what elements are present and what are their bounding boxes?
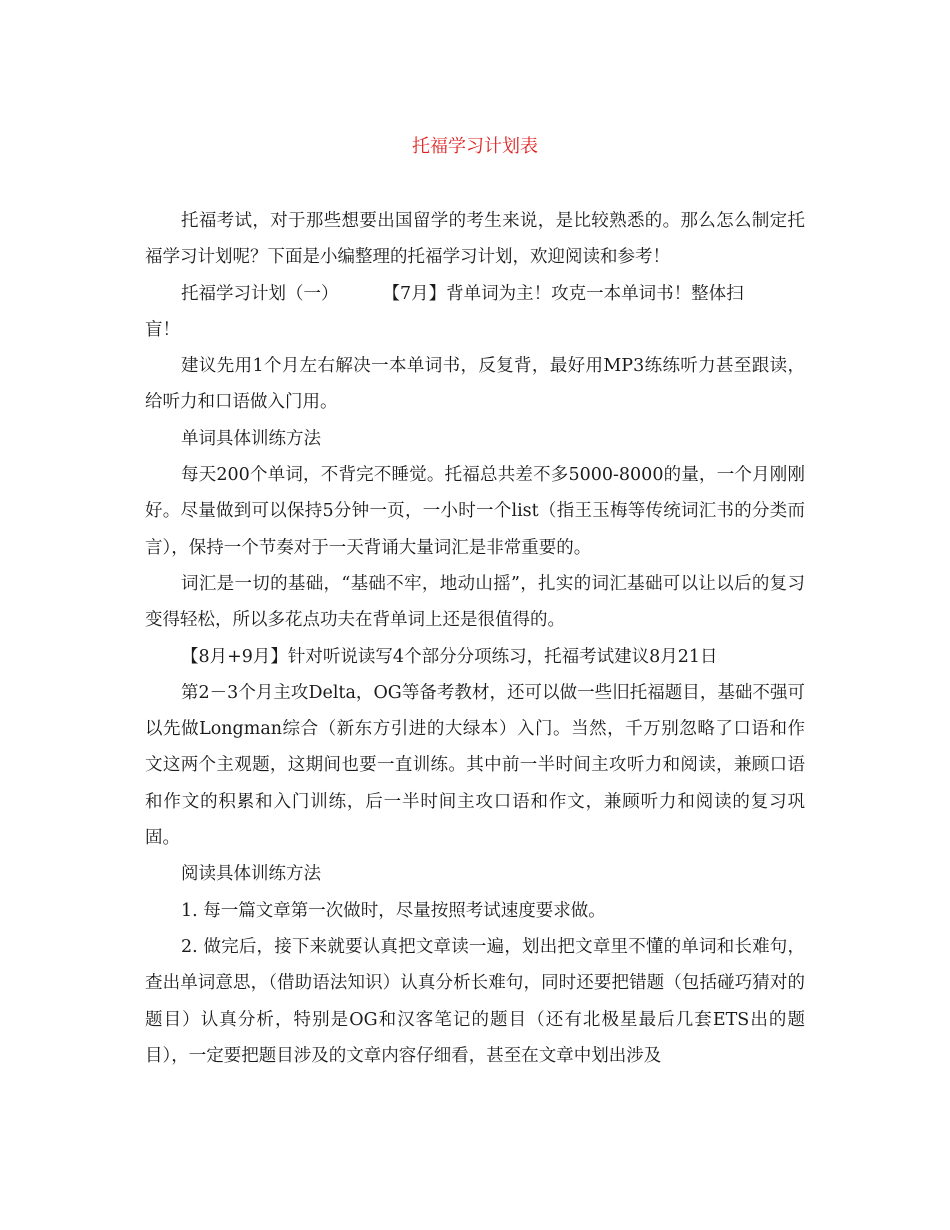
paragraph-aug-sep: 【8月+9月】针对听说读写4个部分分项练习，托福考试建议8月21日 [181,646,718,667]
heading-reading-method: 阅读具体训练方法 [181,864,321,885]
paragraph-vocab-advice: 建议先用1个月左右解决一本单词书，反复背，最好用MP3练练听力甚至跟读，给听力和口语做入门用。 [145,356,805,413]
plan-heading-label: 托福学习计划（一） [181,283,339,304]
paragraph-intro: 托福考试，对于那些想要出国留学的考生来说，是比较熟悉的。那么怎么制定托福学习计划呢？下面是小编整理的托福学习计划，欢迎阅读和参考！ [145,211,805,268]
paragraph-vocab-foundation: 词汇是一切的基础，“基础不牢，地动山摇”，扎实的词汇基础可以让以后的复习变得轻松，所以多花点功夫在背单词上还是很值得的。 [145,573,805,631]
list-item-reading-2: 2. 做完后，接下来就要认真把文章读一遍，划出把文章里不懂的单词和长难句，查出单词意思，（借助语法知识）认真分析长难句，同时还要把错题（包括碰巧猜对的题目）认真分析，特别是OG和汉客笔记的题目（还有北极星最后几套ETS出的题目），一定要把题目涉及的文章内容仔细看，甚至在文章中划出涉及 [145,936,805,1066]
paragraph-plan-heading [145,276,805,312]
list-item-reading-1: 1. 每一篇文章第一次做时，尽量按照考试速度要求做。 [181,900,606,921]
heading-vocab-method: 单词具体训练方法 [181,428,321,449]
document-body [145,203,805,1074]
paragraph-daily-words: 每天200个单词，不背完不睡觉。托福总共差不多5000-8000的量，一个月刚刚好。尽量做到可以保持5分钟一页，一小时一个list（指王玉梅等传统词汇书的分类而言），保持一个节奏对于一天背诵大量词汇是非常重要的。 [145,465,805,558]
plan-heading-month: 【7月】背单词为主！攻克一本单词书！整体扫 [382,283,744,304]
plan-heading-wrap: 盲！ [145,319,180,340]
document-title: 托福学习计划表 [412,136,538,157]
paragraph-month-2-3: 第2－3个月主攻Delta，OG等备考教材，还可以做一些旧托福题目，基础不强可以先做Longman综合（新东方引进的大绿本）入门。当然，千万别忽略了口语和作文这两个主观题，这期间也要一直训练。其中前一半时间主攻听力和阅读，兼顾口语和作文的积累和入门训练，后一半时间主攻口语和作文，兼顾听力和阅读的复习巩固。 [145,682,805,849]
